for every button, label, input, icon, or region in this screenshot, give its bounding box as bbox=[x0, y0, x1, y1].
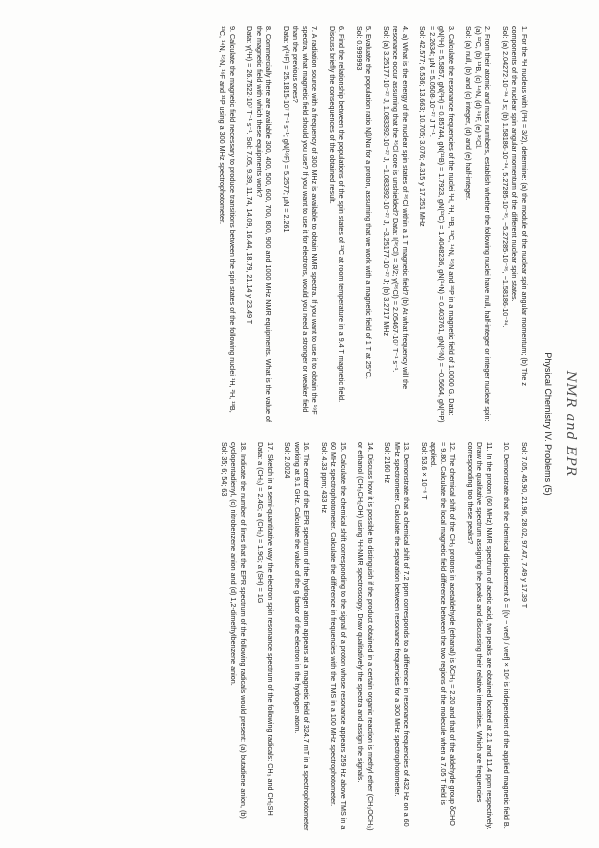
problem-text: 2. From their atomic and mass numbers, establish whether the following nuclei have null, half-integer or integer nuclear spin: (a) ¹²C, (b) ¹³B, (c) ¹⁴N, (d) ¹⁹F, (e) ³⁵Cl. bbox=[474, 26, 493, 422]
problem-text: 11. In the proton (60 MHz) NMR spectrum of acetic acid, two peaks are obtained located at 2.1 and 11.4 ppm respectively. Draw the qualitative spectrum assigning the peaks and discussing their relative intensities. Which are frequencies corresponding too these peaks? bbox=[466, 442, 494, 830]
problem-text: 16. The center of the EPR spectrum of the hydrogen atom appears at a magnetic field of 324.7 mT in a spectrophotometer working at 9.1 GHz. Calculate the value of the g factor of the electron in the hydrogen atom. bbox=[293, 442, 312, 831]
problem-item bbox=[356, 442, 375, 832]
problem-item bbox=[466, 442, 495, 832]
problem-solution: Sol: 4.33 ppm; 433 Hz bbox=[320, 442, 329, 514]
problem-text: 12. The chemical shift of the CH₃ protons in acetaldehyde (ethanal) is δCH₃ = 2.20 and that of the aldehyde group δCHO = 9.80. Calculate the local magnetic field difference between the two regions of the molecule when a 7.05 T field is applied. bbox=[429, 442, 458, 826]
problem-item bbox=[256, 442, 275, 832]
problem-item bbox=[501, 26, 530, 424]
problem-item bbox=[220, 442, 249, 832]
problem-solution: Sol: 53.6 × 10⁻⁶ T bbox=[420, 442, 429, 500]
problem-text: 13. Demonstrate that a chemical shift of 7.2 ppm corresponds to a difference in resonance frequencies of 432 Hz on a 60 MHz spectrometer. Calculate the separation between resonance frequencies for a 300 MHz spectrophotometer. bbox=[393, 442, 412, 827]
problem-item bbox=[355, 26, 374, 424]
problem-item bbox=[383, 442, 412, 832]
problem-solution: Data: γ(¹⁹F) = 25.1815·10⁷ T⁻¹ s⁻¹; gN(¹⁹F) = 5.2577; μN = 2.261 bbox=[282, 26, 291, 233]
problem-solution: Sol: 35; 6; 54; 63 bbox=[220, 442, 229, 497]
problem-text: 6. Find the relationship between the populations of the spin states of ¹³C at room temperature in a 9.4 T magnetic field. Discuss briefly the consequences of the obtained result. bbox=[328, 26, 347, 403]
problem-text: 9. Calculate the magnetic field necessary to produce transitions between the spin states of the following nuclei ¹H, ²H, ¹³B, ¹³C, ¹⁴N, ¹⁵N, ¹⁹F and ³¹P using a 300 MHz spectrophotometer. bbox=[218, 26, 237, 413]
problem-item bbox=[464, 26, 493, 424]
problem-item bbox=[218, 26, 237, 424]
problem-item bbox=[282, 26, 320, 424]
problem-text: 15. Calculate the chemical shift corresponding to the signal of a proton whose resonance appears 259 Hz above TMS in a 60 MHz spectrophotometer. Calculate the difference in frequencies with the TMS in a 100 MHz spectrophotometer. bbox=[329, 442, 348, 830]
problem-solution: Sol: 0.999993 bbox=[355, 26, 364, 71]
problem-text: 1. For the ³H nucleus with (I³H = 3/2), determine: (a) the module of the nuclear spin angular momentum; (b) The z components of the nuclear spin angular momentum of the different nuclear spin states. bbox=[510, 26, 529, 387]
problem-item bbox=[382, 26, 411, 424]
problem-item bbox=[320, 442, 349, 832]
problem-solution: Sol: (a) 2.04272·10⁻³⁴ J s; (b) 1.58186·10⁻³⁴, 5.27285·10⁻³⁵, −5.27285·10⁻³⁵, −1.58186·10⁻³⁴. bbox=[501, 26, 510, 328]
problem-text: 14. Discuss how it is possible to distinguish if the product obtained in a certain organic reaction is methyl ether (CH₃OCH₃) or ethanol (CH₃CH₂OH) using ¹H-NMR spectroscopy. Draw qualitatively the spectra and assign the signals. bbox=[356, 442, 375, 831]
problem-item bbox=[420, 442, 458, 832]
problem-solution: Data: a (CH₃) = 2.4G; a (CH₂) = 1.9G; a (SH) = 1G bbox=[256, 442, 266, 604]
problem-solution: Data: γ(¹H) = 26.7522·10⁷ T⁻¹ s⁻¹. Sol: 7.05, 9.39, 11.74, 14.09, 16.44, 18.79, 21.14 y 23.49 T bbox=[245, 26, 255, 325]
problem-item bbox=[520, 442, 530, 832]
problem-item bbox=[418, 26, 456, 424]
problem-text: 17. Sketch in a semi-quantitative way the electron spin resonance spectrum of the following radicals: CH₃ and CH₂SH bbox=[266, 442, 275, 816]
right-column bbox=[212, 442, 530, 832]
problem-text: 8. Commercially there are available 300, 400, 500, 600, 700, 800, 900 and 1000 MHz NMR equipments. What is the value of the magnetic field with which these equipments work? bbox=[255, 26, 274, 422]
problem-text: 3. Calculate the resonance frequencies of the nuclei ¹H, ²H, ¹³B, ¹³C, ¹⁴N, ¹⁵N and ³¹P in a magnetic field of 1.0000 G. Data: gN(¹H) = 5.5857, gN(²H) = 0.85744, gN(¹¹B) = 1.7923, gN(¹³C) = 1.4048236, gN(¹⁴N) = 0.403761, gN(¹⁵N) = −0.5664, gN(³¹P) = 2.2634; μN = 5.0508·10⁻²⁷ J T⁻¹. bbox=[428, 26, 456, 423]
problem-solution: Sol: (a) null, (b) and (c) integer, (d) and (e) half-integer. bbox=[464, 26, 474, 201]
left-column bbox=[210, 26, 529, 424]
problem-text: 4. a) What is the energy of the nuclear spin states of ³⁵Cl within a 1 T magnetic field? (b) At what frequency will the resonance occur assuming that the ³⁵Cl core is unshielded? Data: I(³⁵Cl) = 3/2; γ(³⁵Cl) = 2.05467·10⁷ T⁻¹ s⁻¹. bbox=[391, 26, 410, 390]
problem-text: 10. Demonstrate that the chemical displacement δ = [(ν − νref) / νref] × 10⁶ is independent of the applied magnetic field B. bbox=[502, 442, 512, 829]
problem-item bbox=[283, 442, 312, 832]
problem-text: 18. Indicate the number of lines that the EPR spectrum of the following radicals would present: (a) butadiene anion, (b) cyclopentadienyl, (c) nitrobenzene anion and (d) 1,2-dimethylbenzene anion. bbox=[229, 442, 248, 819]
problem-text: 5. Evaluate the population ratio Nβ/Nα for a proton, assuming that we work with a magnetic field of 1 T at 25°C. bbox=[364, 26, 374, 379]
problem-solution: Sol: (a) 3.25177·10⁻²⁷ J, 1.083392·10⁻²⁷ J, −1.083392·10⁻²⁷ J, −3.25177·10⁻²⁷ J; (b) 3.2717 MHz bbox=[382, 26, 391, 337]
problem-solution: Sol: 2.0024 bbox=[283, 442, 293, 479]
problem-solution: Sol: 7.05, 45.90, 21.96, 28.02, 97.47, 7.49 y 17.39 T bbox=[520, 442, 529, 609]
problem-item bbox=[245, 26, 274, 424]
problem-item bbox=[328, 26, 347, 424]
problem-solution: Sol: 42.577; 6.536; 13.663; 10.705; 3.076; 4.315 y 17.251 MHz bbox=[418, 26, 428, 227]
handwritten-note: NMR and EPR bbox=[563, 370, 578, 478]
page-title: Physical Chemistry IV. Problems (5) bbox=[543, 352, 553, 496]
problem-solution: Sol: 2160 Hz bbox=[383, 442, 393, 484]
problem-text: 7. A radiation source with a frequency of 300 MHz is available to obtain NMR spectra. If you want to use it to obtain the ¹⁹F spectra, what magnetic field should you use? If you want to use it for electrons, would you need a stronger or weaker field than the previous ones? bbox=[291, 26, 320, 415]
problem-item bbox=[502, 442, 512, 832]
